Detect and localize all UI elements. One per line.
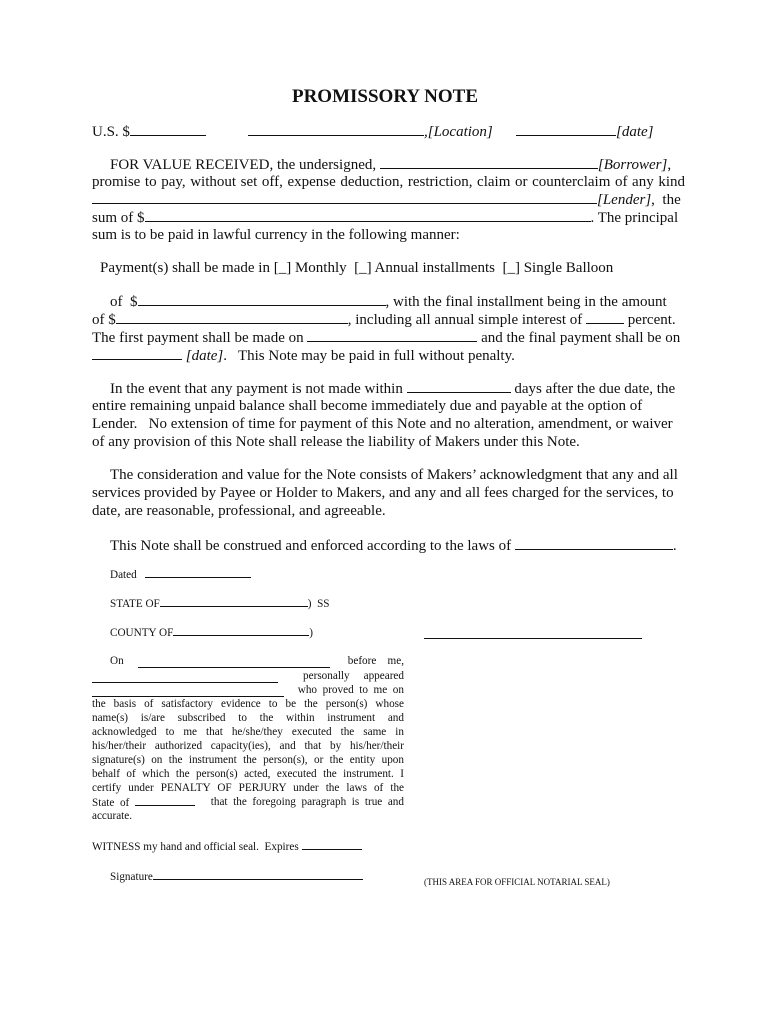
county-paren: ) [309,627,314,639]
amount-prefix: U.S. $ [92,124,130,140]
notary-body-line: signature(s) on the instrument the person(s), or the entity upon [92,754,404,766]
witness-line [92,839,362,854]
county-line [110,625,313,640]
signature-line [110,869,363,884]
notary-body-line: the basis of satisfactory evidence to be the person(s) whose [92,698,404,710]
notary-signature-line[interactable] [424,638,642,639]
para1-line2: promise to pay, without set off, expense deduction, restriction, claim or counterclaim of any kind [92,174,685,190]
dated-blank[interactable] [145,567,251,578]
state-label: STATE OF [110,598,160,610]
lender-suffix: , the [651,192,681,208]
state-blank[interactable] [160,596,308,607]
single-balloon-checkbox[interactable]: [_] Single Balloon [502,260,614,276]
final-payment-text: and the final payment shall be on [481,330,681,346]
location-blank[interactable] [248,122,424,136]
notary-body-line: acknowledged to me that he/she/they executed the same in [92,726,404,738]
signature-blank[interactable] [153,869,363,880]
comma: , [667,157,672,173]
sum-blank[interactable] [145,208,591,222]
county-label: COUNTY OF [110,627,174,639]
payment-lead: Payment(s) shall be made in [100,260,270,276]
para3-line4: of any provision of this Note shall release the liability of Makers under this Note. [92,434,580,450]
witness-label: WITNESS my hand and official seal. Expires [92,841,299,853]
foregoing-text: that the foregoing paragraph is true and [210,796,404,808]
notary-body-line: his/her/their authorized capacity(ies), and that by his/her/their [92,740,404,752]
dated-line [110,567,251,582]
para4-line2: services provided by Payee or Holder to Makers, and any and all fees charged for the services, to [92,485,674,501]
location-field [248,122,493,141]
notary-body-line: behalf of which the person(s) acted, executed the instrument. I [92,768,404,780]
location-label: ,[Location] [424,124,493,140]
state-of-blank[interactable] [135,795,195,806]
on-date-blank[interactable] [138,667,330,668]
amount-blank[interactable] [130,122,206,136]
expires-blank[interactable] [302,839,362,850]
notary-body-line: certify under PENALTY OF PERJURY under the laws of the [92,782,404,794]
state-line [110,596,330,611]
installment-amount-blank[interactable] [138,292,386,306]
final-amount-blank[interactable] [116,310,348,324]
annual-installments-checkbox[interactable]: [_] Annual installments [354,260,495,276]
personally-appeared-text: personally appeared [303,670,404,682]
signature-label: Signature [110,871,153,883]
para3-line2: entire remaining unpaid balance shall become immediately due and payable at the option of [92,398,643,414]
sum-of-text: sum of $ [92,210,145,226]
para2-line4 [92,346,515,365]
no-penalty-text: . This Note may be paid in full without penalty. [223,348,515,364]
on-label: On [110,655,124,667]
payment-options [100,259,613,277]
of-amount-text: of $ [110,294,138,310]
governing-law-line [110,536,677,555]
date-blank[interactable] [516,122,616,136]
days-after-text: days after the due date, the [514,381,676,397]
para1-line5: sum is to be paid in lawful currency in the following manner: [92,227,460,243]
lender-label: [Lender] [597,192,652,208]
ss-label: ) SS [307,598,330,610]
principal-text: . The principal [590,210,679,226]
before-me-text: before me, [347,655,404,667]
state-law-blank[interactable] [515,536,673,550]
lender-blank[interactable] [92,190,597,204]
first-payment-text: The first payment shall be made on [92,330,304,346]
para1-line1 [110,155,671,174]
days-blank[interactable] [407,379,511,393]
percent-text: percent. [627,312,676,328]
para3-line3: Lender. No extension of time for payment of this Note and no alteration, amendment, or waiver [92,416,673,432]
interest-text: , including all annual simple interest of [347,312,583,328]
event-text: In the event that any payment is not made within [110,381,403,397]
interest-rate-blank[interactable] [586,310,624,324]
final-date-label: [date] [185,348,224,364]
first-payment-blank[interactable] [307,328,477,342]
borrower-label: [Borrower] [597,157,668,173]
date-field [516,122,654,141]
notarial-seal-area-label: (THIS AREA FOR OFFICIAL NOTARIAL SEAL) [424,877,610,887]
state-of-label: State of [92,797,130,809]
borrower-blank[interactable] [380,155,598,169]
county-blank[interactable] [173,625,309,636]
date-label: [date] [616,124,654,140]
notary-body-line: name(s) is/are subscribed to the within instrument and [92,712,404,724]
para4-line3: date, are reasonable, professional, and agreeable. [92,503,386,519]
para2-line2 [92,310,676,329]
para3-line1 [110,379,675,398]
dated-label: Dated [110,569,137,581]
of-text: of $ [92,312,116,328]
final-installment-text: , with the final installment being in the amount [385,294,667,310]
state-of-line [92,795,195,810]
accurate-text: accurate. [92,810,133,822]
para2-line1 [110,292,667,311]
para4-line1: The consideration and value for the Note consists of Makers’ acknowledgment that any and all [110,467,678,483]
para1-line3 [92,190,681,209]
para1-line4 [92,208,678,227]
document-title: PROMISSORY NOTE [291,86,478,107]
for-value-text: FOR VALUE RECEIVED, the undersigned, [110,157,377,173]
period: . [672,538,677,554]
final-date-blank[interactable] [92,346,182,360]
para2-line3 [92,328,680,347]
notary-name-blank[interactable] [92,682,278,683]
header-line [92,122,206,141]
who-proved-text: who proved to me on [297,684,404,696]
monthly-checkbox[interactable]: [_] Monthly [273,260,347,276]
governing-law-text: This Note shall be construed and enforced according to the laws of [110,538,512,554]
